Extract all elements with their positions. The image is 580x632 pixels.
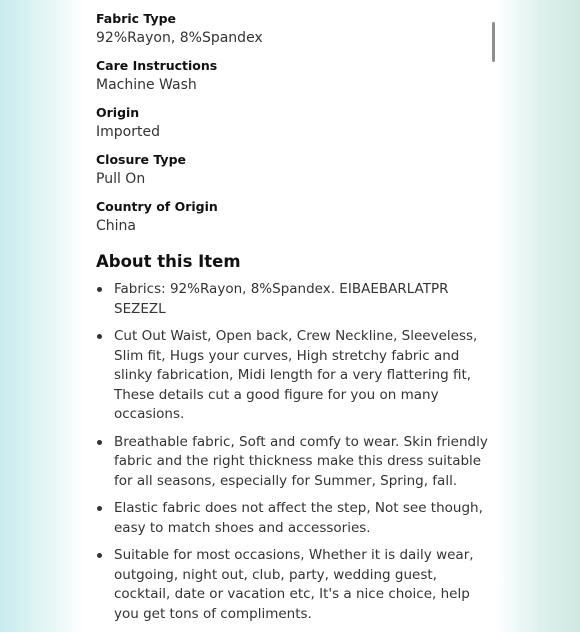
attribute-label: Care Instructions xyxy=(96,58,218,73)
attribute-origin xyxy=(96,105,496,142)
scrollbar-thumb[interactable] xyxy=(492,22,495,62)
product-details-content xyxy=(96,11,496,632)
about-bullet-item: Suitable for most occasions, Whether it is daily wear, outgoing, night out, club, party, wedding guest, cocktail, date or vacation etc, It's a nice choice, help you get tons of compliments. xyxy=(96,546,496,624)
about-bullet-item: Breathable fabric, Soft and comfy to wear. Skin friendly fabric and the right thickness make this dress suitable for all seasons, especially for Summer, Spring, fall. xyxy=(96,433,496,492)
about-bullet-item: Elastic fabric does not affect the step, Not see though, easy to match shoes and accessories. xyxy=(96,499,496,538)
about-bullet-item: Cut Out Waist, Open back, Crew Neckline, Sleeveless, Slim fit, Hugs your curves, High stretchy fabric and slinky fabrication, Midi length for a very flattering fit, These details cut a good figure for you on many occasions. xyxy=(96,327,496,425)
attribute-value: 92%Rayon, 8%Spandex xyxy=(96,30,263,46)
attribute-country-of-origin xyxy=(96,199,496,236)
about-section-title: About this Item xyxy=(96,252,241,271)
attribute-label: Closure Type xyxy=(96,152,186,167)
attribute-fabric-type xyxy=(96,11,496,48)
product-details-panel xyxy=(84,0,500,622)
about-bullet-item: Fabrics: 92%Rayon, 8%Spandex. EIBAEBARLATPR SEZEZL xyxy=(96,280,496,319)
attribute-value: Pull On xyxy=(96,171,146,187)
about-bullet-list xyxy=(96,280,496,624)
attribute-label: Origin xyxy=(96,105,140,120)
attribute-label: Fabric Type xyxy=(96,11,177,26)
attribute-value: Machine Wash xyxy=(96,77,197,93)
attribute-value: China xyxy=(96,218,136,234)
attribute-care-instructions xyxy=(96,58,496,95)
attribute-label: Country of Origin xyxy=(96,199,218,214)
attribute-closure-type xyxy=(96,152,496,189)
attribute-value: Imported xyxy=(96,124,160,140)
